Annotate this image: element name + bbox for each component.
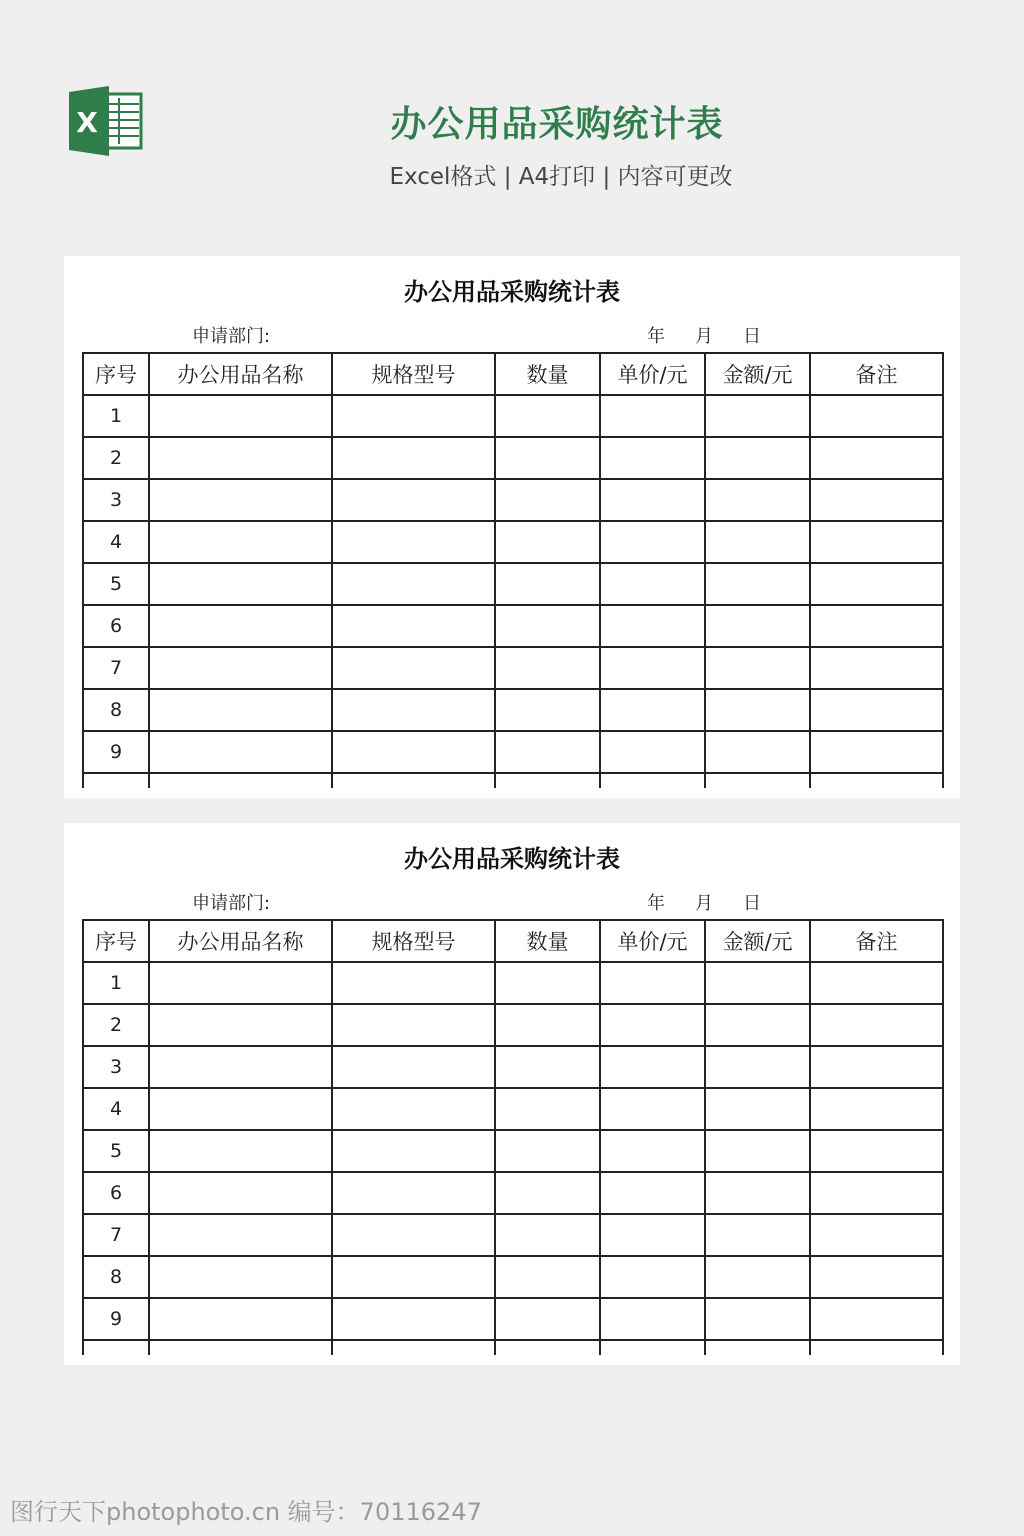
col-header-index: 序号 bbox=[83, 920, 149, 962]
row-number: 7 bbox=[83, 1214, 149, 1256]
row-number: 1 bbox=[83, 962, 149, 1004]
excel-logo-letter: X bbox=[76, 106, 98, 139]
table-row bbox=[83, 1046, 943, 1088]
row-number: 6 bbox=[83, 605, 149, 647]
table-row bbox=[83, 1004, 943, 1046]
row-number: 4 bbox=[83, 521, 149, 563]
row-number: 5 bbox=[83, 563, 149, 605]
col-header-spec: 规格型号 bbox=[332, 353, 495, 395]
table-row bbox=[83, 689, 943, 731]
col-header-index: 序号 bbox=[83, 353, 149, 395]
col-header-spec: 规格型号 bbox=[332, 920, 495, 962]
date-year-label: 年 bbox=[647, 326, 665, 347]
col-header-remarks: 备注 bbox=[810, 353, 943, 395]
purchase-table bbox=[82, 352, 944, 788]
sheet-preview-1 bbox=[64, 256, 960, 798]
date-year-label: 年 bbox=[647, 893, 665, 914]
col-header-quantity: 数量 bbox=[495, 353, 600, 395]
col-header-item-name: 办公用品名称 bbox=[149, 920, 332, 962]
table-row bbox=[83, 437, 943, 479]
page-title: 办公用品采购统计表 bbox=[390, 104, 724, 145]
date-day-label: 日 bbox=[743, 326, 761, 347]
row-number: 8 bbox=[83, 1256, 149, 1298]
row-number: 9 bbox=[83, 1298, 149, 1340]
purchase-table bbox=[82, 919, 944, 1355]
row-number: 2 bbox=[83, 1004, 149, 1046]
dept-label: 申请部门: bbox=[192, 893, 271, 914]
row-number: 2 bbox=[83, 437, 149, 479]
col-header-item-name: 办公用品名称 bbox=[149, 353, 332, 395]
table-row bbox=[83, 1214, 943, 1256]
table-row bbox=[83, 1298, 943, 1340]
row-number: 6 bbox=[83, 1172, 149, 1214]
col-header-amount: 金额/元 bbox=[705, 353, 810, 395]
sheet-title: 办公用品采购统计表 bbox=[404, 845, 620, 873]
table-row bbox=[83, 647, 943, 689]
page-subtitle: Excel格式 | A4打印 | 内容可更改 bbox=[389, 164, 733, 190]
col-header-quantity: 数量 bbox=[495, 920, 600, 962]
table-row bbox=[83, 1256, 943, 1298]
table-header-row bbox=[83, 353, 943, 395]
row-number: 1 bbox=[83, 395, 149, 437]
table-row bbox=[83, 1172, 943, 1214]
row-number: 4 bbox=[83, 1088, 149, 1130]
table-header-row bbox=[83, 920, 943, 962]
table-row-cut bbox=[83, 773, 943, 788]
row-number: 3 bbox=[83, 1046, 149, 1088]
table-row-cut bbox=[83, 1340, 943, 1355]
watermark: 图行天下photophoto.cn 编号：70116247 bbox=[10, 1498, 482, 1526]
table-row bbox=[83, 1130, 943, 1172]
table-row bbox=[83, 521, 943, 563]
sheet-preview-2 bbox=[64, 823, 960, 1365]
dept-label: 申请部门: bbox=[192, 326, 271, 347]
col-header-unit-price: 单价/元 bbox=[600, 920, 705, 962]
row-number: 9 bbox=[83, 731, 149, 773]
date-month-label: 月 bbox=[695, 893, 713, 914]
table-row bbox=[83, 395, 943, 437]
table-row bbox=[83, 563, 943, 605]
row-number: 3 bbox=[83, 479, 149, 521]
table-row bbox=[83, 605, 943, 647]
sheet-title: 办公用品采购统计表 bbox=[404, 278, 620, 306]
table-row bbox=[83, 962, 943, 1004]
row-number: 7 bbox=[83, 647, 149, 689]
row-number: 8 bbox=[83, 689, 149, 731]
table-row bbox=[83, 479, 943, 521]
date-month-label: 月 bbox=[695, 326, 713, 347]
col-header-remarks: 备注 bbox=[810, 920, 943, 962]
col-header-amount: 金额/元 bbox=[705, 920, 810, 962]
row-number: 5 bbox=[83, 1130, 149, 1172]
date-day-label: 日 bbox=[743, 893, 761, 914]
table-row bbox=[83, 1088, 943, 1130]
col-header-unit-price: 单价/元 bbox=[600, 353, 705, 395]
page-header bbox=[0, 0, 1024, 230]
table-row bbox=[83, 731, 943, 773]
